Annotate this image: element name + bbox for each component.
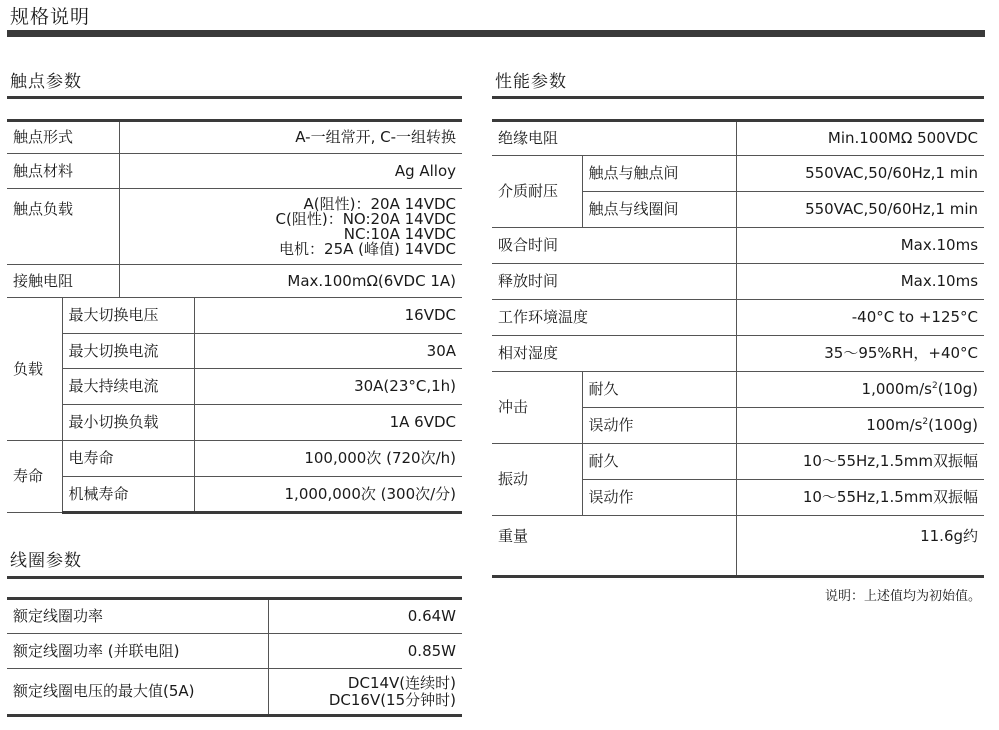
shock-malfunction-g: (100g) (928, 416, 979, 434)
coil-max-voltage-label: 额定线圈电压的最大值(5A) (7, 669, 268, 716)
coil-power-parallel-label: 额定线圈功率 (并联电阻) (7, 634, 268, 669)
operate-time-label: 吸合时间 (492, 228, 736, 264)
table-row (7, 599, 462, 634)
performance-section-rule (492, 96, 984, 99)
contact-load-value (119, 189, 462, 265)
coil-max-voltage-line: DC16V(15分钟时) (328, 690, 456, 709)
table-row (7, 265, 462, 298)
contact-form-value: A-一组常开, C-一组转换 (119, 121, 462, 154)
weight-label: 重量 (492, 516, 736, 577)
footnote: 说明：上述值均为初始值。 (824, 589, 981, 604)
shock-malfunction-value (736, 408, 984, 444)
vibration-label: 振动 (492, 444, 582, 516)
performance-table (492, 119, 984, 578)
coil-max-voltage-value (268, 669, 462, 716)
table-row (7, 154, 462, 189)
shock-durability-base: 1,000m/s (861, 380, 932, 398)
shock-label: 冲击 (492, 372, 582, 444)
dielectric-cc-label: 触点与触点间 (582, 156, 736, 192)
dielectric-cc-value: 550VAC,50/60Hz,1 min (736, 156, 984, 192)
coil-section-rule (7, 576, 462, 579)
contact-load-line: NC:10A 14VDC (343, 224, 457, 243)
mechanical-life-value: 1,000,000次 (300次/分) (194, 477, 462, 513)
table-row (7, 334, 462, 369)
dielectric-ccoil-value: 550VAC,50/60Hz,1 min (736, 192, 984, 228)
coil-power-label: 额定线圈功率 (7, 599, 268, 634)
max-switch-voltage-label: 最大切换电压 (62, 298, 194, 334)
table-row (492, 444, 984, 480)
contact-form-label: 触点形式 (7, 121, 119, 154)
operate-time-value: Max.10ms (736, 228, 984, 264)
page-title-rule (7, 30, 985, 37)
release-time-value: Max.10ms (736, 264, 984, 300)
table-row (492, 228, 984, 264)
life-group-label: 寿命 (7, 441, 62, 513)
table-row (7, 405, 462, 441)
max-cont-current-value: 30A(23°C,1h) (194, 369, 462, 405)
table-row (7, 441, 462, 477)
contact-section-rule (7, 96, 462, 99)
contact-load-line: A(阻性)：20A 14VDC (303, 194, 457, 213)
superscript: 2 (922, 417, 929, 427)
humidity-label: 相对湿度 (492, 336, 736, 372)
dielectric-label: 介质耐压 (492, 156, 582, 228)
electrical-life-label: 电寿命 (62, 441, 194, 477)
coil-table (7, 597, 462, 717)
table-row (492, 516, 984, 577)
contact-resistance-value: Max.100mΩ(6VDC 1A) (119, 265, 462, 298)
coil-section-title: 线圈参数 (10, 551, 82, 571)
contact-load-line: C(阻性)：NO:20A 14VDC (275, 209, 457, 228)
superscript: 2 (931, 381, 938, 391)
table-row (492, 156, 984, 192)
vibration-durability-label: 耐久 (582, 444, 736, 480)
load-group-label: 负载 (7, 298, 62, 441)
max-switch-voltage-value: 16VDC (194, 298, 462, 334)
contact-load-label: 触点负载 (7, 189, 119, 265)
insulation-value: Min.100MΩ 500VDC (736, 121, 984, 156)
contact-load-line: 电机：25A (峰值) 14VDC (279, 239, 457, 258)
table-row (7, 634, 462, 669)
table-row (492, 121, 984, 156)
max-switch-current-label: 最大切换电流 (62, 334, 194, 369)
contact-material-label: 触点材料 (7, 154, 119, 189)
humidity-value: 35～95%RH，+40°C (736, 336, 984, 372)
max-switch-current-value: 30A (194, 334, 462, 369)
coil-power-value: 0.64W (268, 599, 462, 634)
min-switch-load-value: 1A 6VDC (194, 405, 462, 441)
coil-max-voltage-line: DC14V(连续时) (347, 673, 456, 692)
electrical-life-value: 100,000次 (720次/h) (194, 441, 462, 477)
min-switch-load-label: 最小切换负载 (62, 405, 194, 441)
performance-section-title: 性能参数 (495, 72, 567, 92)
table-row (7, 298, 462, 334)
vibration-malfunction-value: 10～55Hz,1.5mm双振幅 (736, 480, 984, 516)
contact-resistance-label: 接触电阻 (7, 265, 119, 298)
table-row (492, 300, 984, 336)
table-row (492, 264, 984, 300)
insulation-label: 绝缘电阻 (492, 121, 736, 156)
table-row (492, 372, 984, 408)
vibration-malfunction-label: 误动作 (582, 480, 736, 516)
temperature-value: -40°C to +125°C (736, 300, 984, 336)
table-row (7, 121, 462, 154)
table-row (7, 369, 462, 405)
contact-table (7, 119, 462, 514)
table-row (7, 669, 462, 716)
table-row (7, 477, 462, 513)
release-time-label: 释放时间 (492, 264, 736, 300)
table-row (492, 336, 984, 372)
page-title: 规格说明 (10, 6, 91, 28)
coil-power-parallel-value: 0.85W (268, 634, 462, 669)
shock-malfunction-label: 误动作 (582, 408, 736, 444)
temperature-label: 工作环境温度 (492, 300, 736, 336)
weight-value: 11.6g约 (736, 516, 984, 577)
shock-durability-label: 耐久 (582, 372, 736, 408)
contact-section-title: 触点参数 (10, 72, 82, 92)
table-row (7, 189, 462, 265)
vibration-durability-value: 10～55Hz,1.5mm双振幅 (736, 444, 984, 480)
contact-material-value: Ag Alloy (119, 154, 462, 189)
shock-malfunction-base: 100m/s (866, 416, 923, 434)
shock-durability-value (736, 372, 984, 408)
shock-durability-g: (10g) (937, 380, 979, 398)
mechanical-life-label: 机械寿命 (62, 477, 194, 513)
dielectric-ccoil-label: 触点与线圈间 (582, 192, 736, 228)
max-cont-current-label: 最大持续电流 (62, 369, 194, 405)
